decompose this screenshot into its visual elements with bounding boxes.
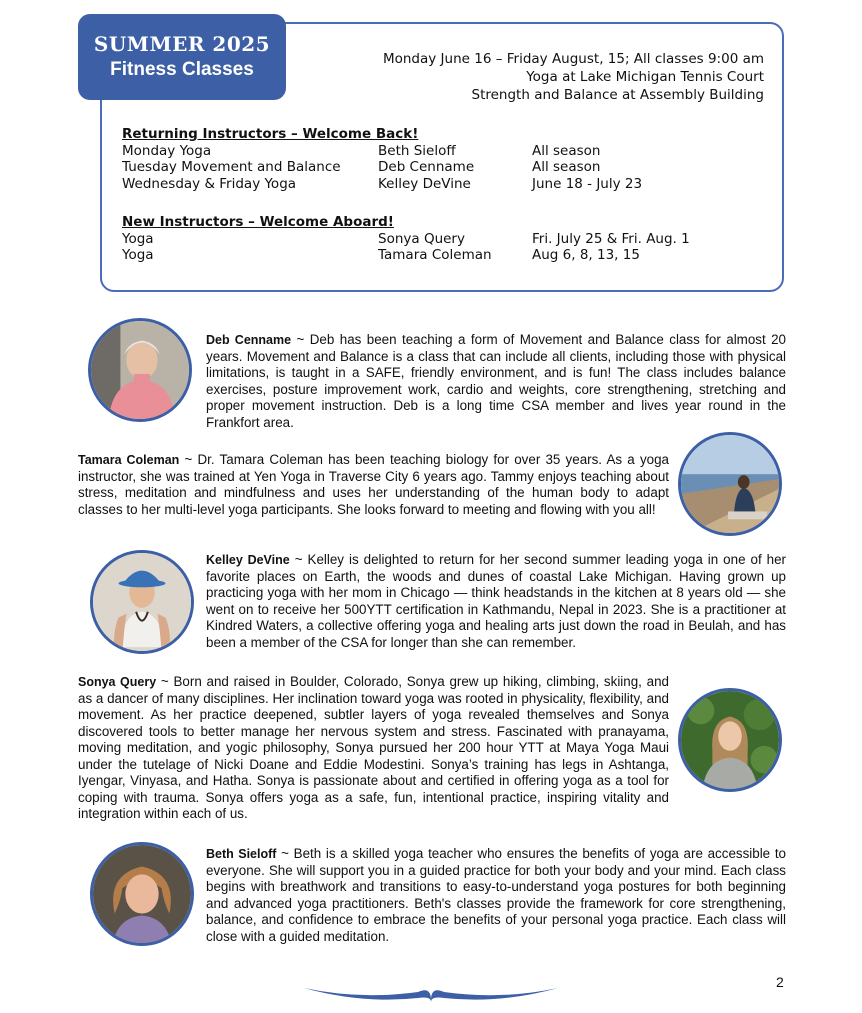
bio-name: Kelley DeVine (206, 553, 290, 567)
bio-name: Sonya Query (78, 675, 157, 689)
beth-photo (90, 842, 194, 946)
class-dates: Aug 6, 8, 13, 15 (532, 247, 640, 263)
class-dates: All season (532, 159, 601, 175)
table-row (122, 247, 722, 264)
instructor-name: Kelley DeVine (378, 175, 471, 192)
new-heading: New Instructors – Welcome Aboard! (122, 214, 394, 230)
bio-name: Beth Sieloff (206, 847, 277, 861)
decorative-swash (300, 980, 562, 1004)
class-dates: All season (532, 142, 601, 159)
schedule-strength-location: Strength and Balance at Assembly Building (471, 87, 764, 103)
class-name: Tuesday Movement and Balance (122, 159, 341, 175)
bio-text: ~ Dr. Tamara Coleman has been teaching biology for over 35 years. As a yoga instructor, she was trained at Yen Yoga in Traverse City 6 years ago. Tammy enjoys teaching about stress, meditation and mindfulness and uses her understanding of the human body to adapt classes to her multi-level yoga participants. She looks forward to meeting and flowing with you all! (78, 452, 669, 517)
bio-name: Tamara Coleman (78, 453, 180, 467)
title-season: SUMMER 2025 (93, 32, 271, 56)
table-row (122, 159, 722, 176)
instructor-name: Sonya Query (378, 230, 465, 247)
table-row (122, 143, 722, 160)
bio-deb (206, 332, 786, 431)
table-row (122, 176, 722, 193)
instructor-name: Beth Sieloff (378, 142, 456, 159)
title-box (78, 14, 286, 100)
schedule-dates: Monday June 16 – Friday August, 15; All classes 9:00 am (382, 51, 764, 67)
instructor-name: Deb Cenname (378, 159, 475, 175)
page-number: 2 (776, 974, 784, 990)
schedule-yoga-location: Yoga at Lake Michigan Tennis Court (526, 69, 764, 85)
schedule-info (383, 50, 764, 104)
class-name: Yoga (122, 230, 154, 247)
kelley-photo (90, 550, 194, 654)
new-instructors (122, 214, 722, 264)
table-row (122, 231, 722, 248)
class-name: Wednesday & Friday Yoga (122, 175, 297, 192)
instructor-name: Tamara Coleman (378, 247, 492, 263)
bio-name: Deb Cenname (206, 333, 292, 347)
tamara-photo (678, 432, 782, 536)
bio-beth (206, 846, 786, 945)
class-name: Monday Yoga (122, 142, 212, 159)
sonya-photo (678, 688, 782, 792)
bio-tamara (78, 452, 669, 518)
deb-photo (88, 318, 192, 422)
bio-sonya (78, 674, 669, 823)
bio-text: ~ Beth is a skilled yoga teacher who ensures the benefits of yoga are accessible to everyone. She will support you in a guided practice for both your body and your mind. Each class begins with breathwork and transitions to easy-to-understand yoga postures for both beginning and advanced yoga practitioners. Beth's classes provide the framework for core strengthening, balance, and confidence to embrace the benefits of your personal yoga practice. Each class will close with a guided meditation. (206, 846, 786, 944)
bio-text: ~ Born and raised in Boulder, Colorado, Sonya grew up hiking, climbing, skiing, and as a dancer of many disciplines. Her inclination toward yoga was rooted in physicality, flexibility, and movement. As her practice deepened, subtler layers of yoga revealed themselves and Sonya discovered tools to better manage her nervous system and stress. Fascinated with pranayama, moving meditation, and yogic philosophy, Sonya pursued her 200 hour YTT at Maya Yoga Maui under the tutelage of Nicki Doane and Eddie Modestini. Sonya’s training has legs in Ashtanga, Iyengar, Vinyasa, and Hatha. Sonya is passionate about and certified in offering yoga as a tool for coping with trauma. Sonya offers yoga as a safe, fun, intentional practice, inspiring vitality and integration within each of us. (78, 674, 669, 821)
class-dates: Fri. July 25 & Fri. Aug. 1 (532, 230, 690, 247)
bio-text: ~ Deb has been teaching a form of Movement and Balance class for almost 20 years. Movement and Balance is a class that can include all clients, including those with physical limitations, is taught in a SAFE, friendly environment, and is fun! The class includes balance exercises, posture improvement work, cardio and weights, core strengthening, stretching and proper movement instruction. Deb is a long time CSA member and lives year round in the Frankfort area. (206, 332, 787, 430)
bio-kelley (206, 552, 786, 651)
title-subtitle: Fitness Classes (110, 59, 254, 80)
bio-text: ~ Kelley is delighted to return for her second summer leading yoga in one of her favorite places on Earth, the woods and dunes of coastal Lake Michigan. Having grown up practicing yoga with her mom in Chicago — think headstands in the kitchen at 8 years old — she went on to receive her 500YTT certification in Kathmandu, Nepal in 2023. She is a practitioner at Kindred Waters, a collective offering yoga and healing arts just down the road in Beulah, and has been a member of the CSA for longer than she can remember. (206, 552, 787, 650)
returning-heading: Returning Instructors – Welcome Back! (122, 126, 419, 142)
class-dates: June 18 - July 23 (532, 175, 643, 192)
returning-instructors (122, 126, 722, 192)
class-name: Yoga (122, 247, 154, 263)
